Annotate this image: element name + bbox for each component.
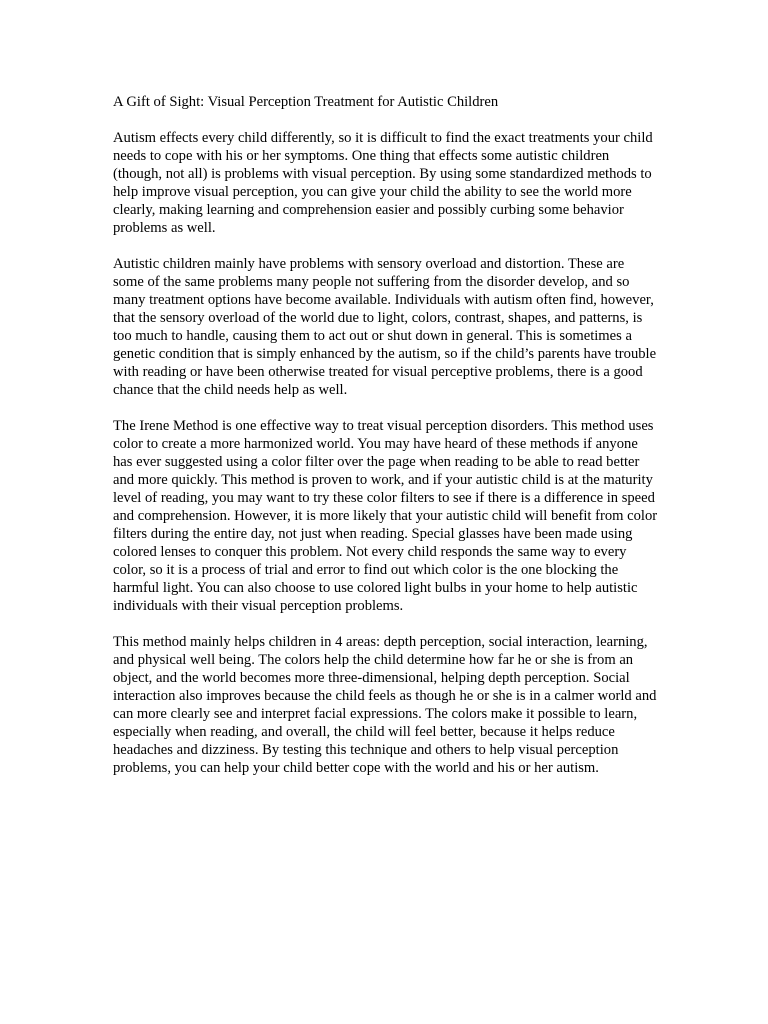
document-title: A Gift of Sight: Visual Perception Treatment for Autistic Children — [113, 94, 499, 110]
paragraph-2: Autistic children mainly have problems with sensory overload and distortion. These are some of the same problems many people not suffering from the disorder develop, and so many treatment options have become available. Individuals with autism often find, however, that the sensory overload of the world due to light, colors, contrast, shapes, and patterns, is too much to handle, causing them to act out or shut down in general. This is sometimes a genetic condition that is simply enhanced by the autism, so if the child’s parents have trouble with reading or have been otherwise treated for visual perceptive problems, there is a good chance that the child needs help as well. — [113, 256, 657, 398]
paragraph-4: This method mainly helps children in 4 areas: depth perception, social interaction, learning, and physical well being. The colors help the child determine how far he or she is from an object, and the world becomes more three-dimensional, helping depth perception. Social interaction also improves because the child feels as though he or she is in a calmer world and can more clearly see and interpret facial expressions. The colors make it possible to learn, especially when reading, and overall, the child will feel better, because it helps reduce headaches and dizziness. By testing this technique and others to help visual perception problems, you can help your child better cope with the world and his or her autism. — [113, 634, 657, 776]
paragraph-3: The Irene Method is one effective way to treat visual perception disorders. This method uses color to create a more harmonized world. You may have heard of these methods if anyone has ever suggested using a color filter over the page when reading to be able to read better and more quickly. This method is proven to work, and if your autistic child is at the maturity level of reading, you may want to try these color filters to see if there is a difference in speed and comprehension. However, it is more likely that your autistic child will benefit from color filters during the entire day, not just when reading. Special glasses have been made using colored lenses to conquer this problem. Not every child responds the same way to every color, so it is a process of trial and error to find out which color is the one blocking the harmful light. You can also choose to use colored light bulbs in your home to help autistic individuals with their visual perception problems. — [113, 418, 658, 614]
paragraph-1: Autism effects every child differently, so it is difficult to find the exact treatments your child needs to cope with his or her symptoms. One thing that effects some autistic children (though, not all) is problems with visual perception. By using some standardized methods to help improve visual perception, you can give your child the ability to see the world more clearly, making learning and comprehension easier and possibly curbing some behavior problems as well. — [113, 130, 653, 236]
document-body — [113, 93, 658, 795]
